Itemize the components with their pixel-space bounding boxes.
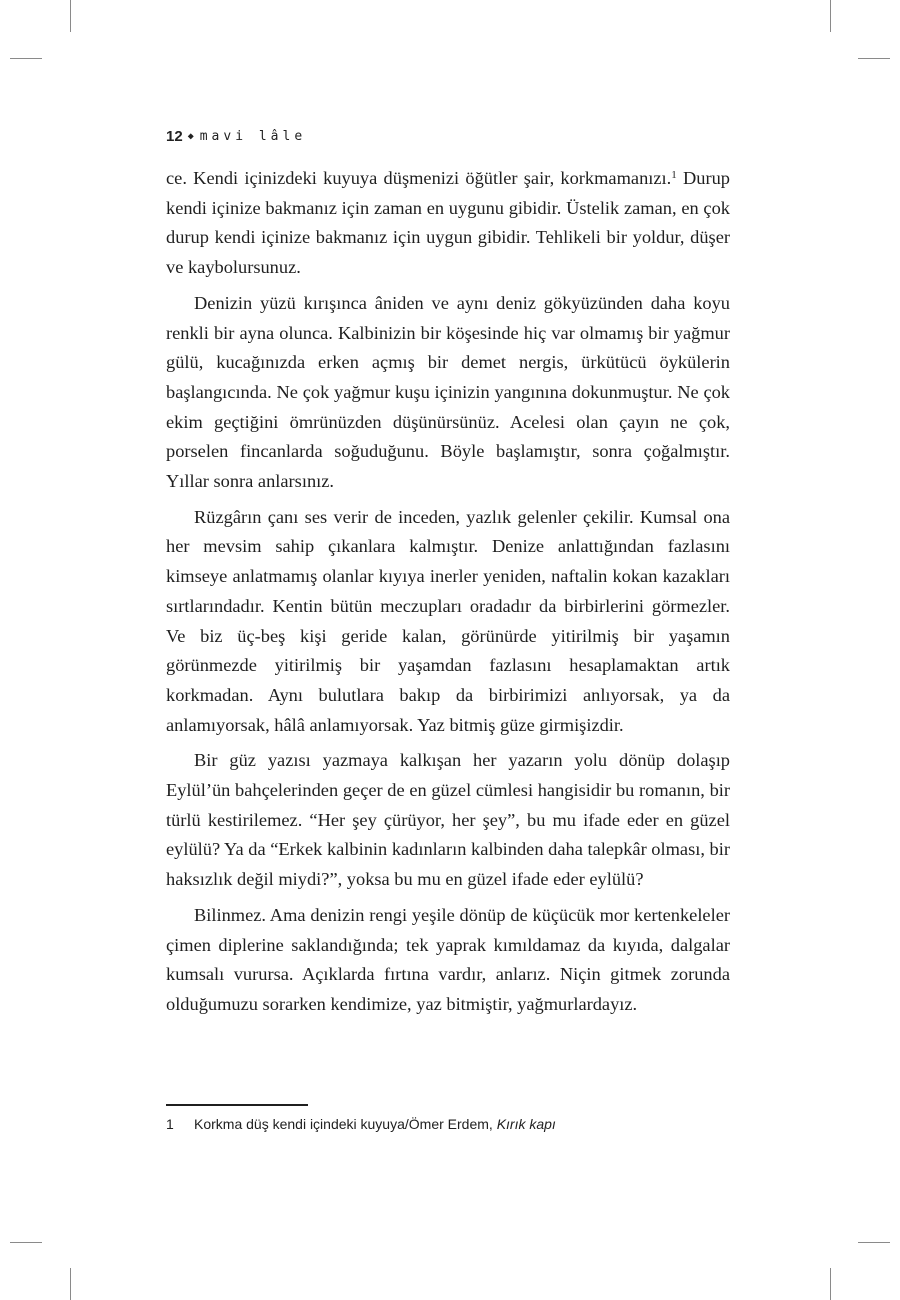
crop-mark [830,1268,831,1300]
footnote [166,1114,730,1134]
crop-mark [10,58,42,59]
footnote-book-title: Kırık kapı [496,1116,556,1132]
footnote-number: 1 [166,1116,174,1132]
footnote-divider [166,1104,308,1106]
running-header [166,128,306,145]
crop-mark [830,0,831,32]
crop-mark [858,58,890,59]
paragraph: Bir güz yazısı yazmaya kalkışan her yazarın yolu dönüp dolaşıp Eylül’ün bahçelerinden geçer de en güzel cümlesi hangisidir bu romanın, bir türlü kestirilemez. “Her şey çürüyor, her şey”, bu mu ifade eder en güzel eylülü? Ya da “Erkek kalbinin kadınların kalbinden daha talepkâr olması, bir haksızlık değil miydi?”, yoksa bu mu en güzel ifade eder eylülü? [166,750,730,890]
footnote-text: Korkma düş kendi içindeki kuyuya/Ömer Erdem, [194,1116,493,1132]
running-title: mavi lâle [199,129,307,144]
paragraph: ce. Kendi içinizdeki kuyuya düşmenizi öğütler şair, korkmamanızı.$^1$ Durup kendi içinize bakmanız için zaman en uygunu gibidir. Üstelik zaman, en çok durup kendi içinize bakmanız için uygun gibidir. Tehlikeli bir yoldur, düşer ve kaybolursunuz. [166,168,730,278]
crop-mark [70,1268,71,1300]
paragraph: Rüzgârın çanı ses verir de inceden, yazlık gelenler çekilir. Kumsal ona her mevsim sahip çıkanlara kalmıştır. Denize anlattığından fazlasını kimseye anlatmamış olanlar kıyıya inerler yeniden, naftalin kokan kazakları sırtlarındadır. Kentin bütün meczupları oradadır da birbirlerini görmezler. Ve biz üç-beş kişi geride kalan, görünürde yitirilmiş bir yaşamın görünmezde yitirilmiş bir yaşamdan fazlasını hesaplamaktan artık korkmadan. Aynı bulutlara bakıp da birbirimizi anlıyorsak, ya da anlamıyorsak, hâlâ anlamıyorsak. Yaz bitmiş güze girmişizdir. [166,506,730,735]
page-number: 12 [166,128,183,145]
crop-mark [858,1242,890,1243]
crop-mark [10,1242,42,1243]
crop-mark [70,0,71,32]
footnote-reference: 1 [671,169,677,181]
paragraph: Denizin yüzü kırışınca âniden ve aynı deniz gökyüzünden daha koyu renkli bir ayna olunca. Kalbinizin bir köşesinde hiç var olmamış bir yağmur gülü, kucağınızda erken açmış bir demet nergis, ürkütücü öykülerin başlangıcında. Ne çok yağmur kuşu içinizin yangınına dokunmuştur. Ne çok ekim geçtiğini ömrünüzden düşünürsünüz. Acelesi olan çayın ne çok, porselen fincanlarda soğuduğunu. Böyle başlamıştır, sonra çoğalmıştır. Yıllar sonra anlarsınız. [166,292,730,492]
paragraph: Bilinmez. Ama denizin rengi yeşile dönüp de küçücük mor kertenkeleler çimen diplerine saklandığında; tek yaprak kımıldamaz da kıyıda, dalgalar kumsalı vurursa. Açıklarda fırtına vardır, anlarız. Niçin gitmek zorunda olduğumuzu sorarken kendimize, yaz bitmiştir, yağmurlardayız. [166,904,730,1014]
body-text [166,164,730,1020]
diamond-separator-icon: ◆ [187,131,194,142]
